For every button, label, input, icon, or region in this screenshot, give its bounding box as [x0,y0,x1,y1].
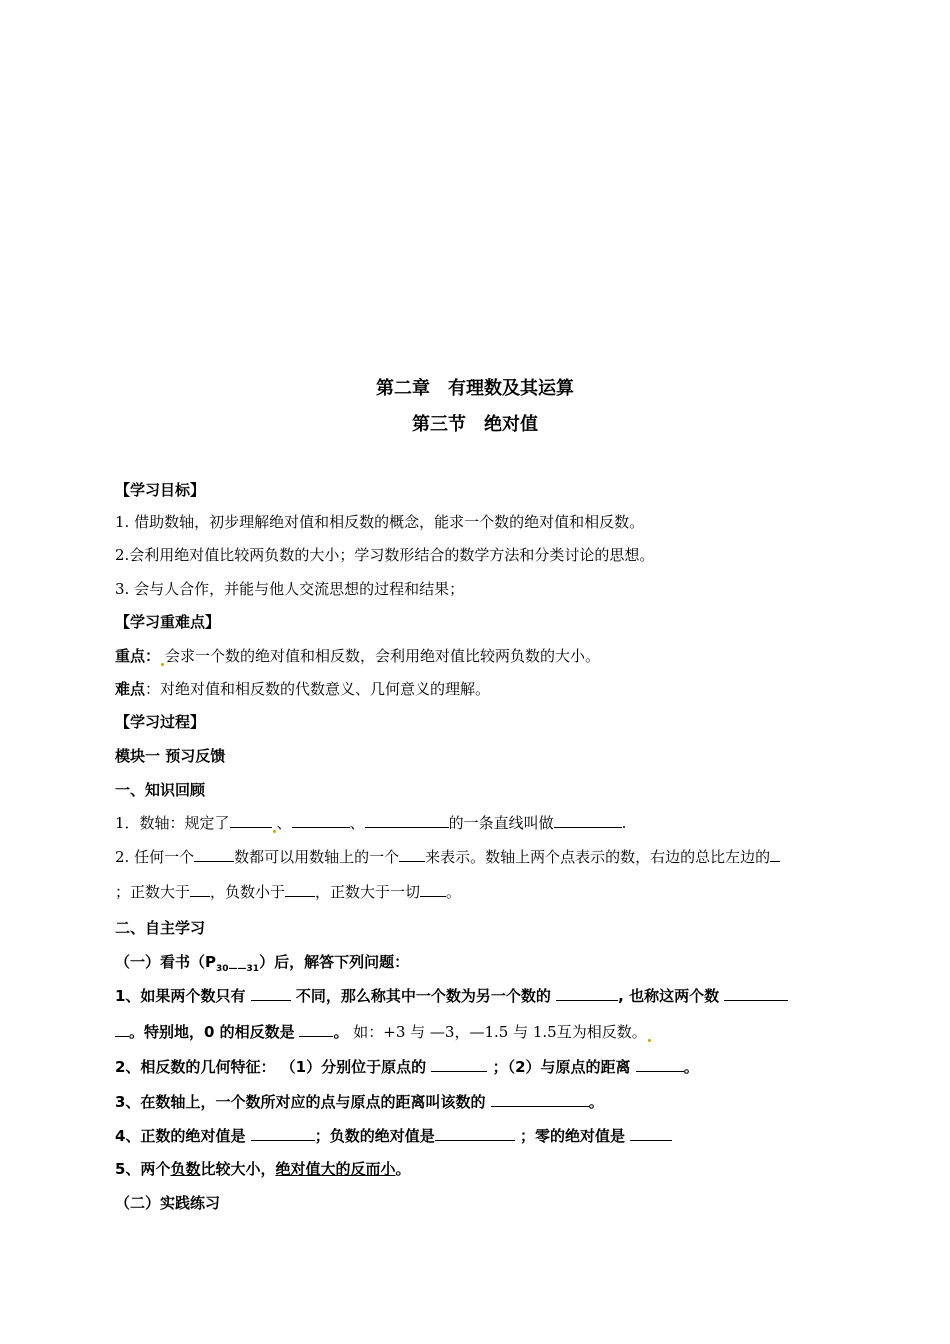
answer-blank[interactable] [230,813,272,828]
objective-item: 1. 借助数轴，初步理解绝对值和相反数的概念，能求一个数的绝对值和相反数。 [115,513,645,531]
objective-item: 2.会利用绝对值比较两负数的大小；学习数形结合的数学方法和分类讨论的思想。 [115,546,655,564]
answer-blank[interactable] [431,1057,487,1072]
answer-blank[interactable] [420,882,446,897]
section-title: 第三节 绝对值 [412,414,538,435]
self-study-heading: 二、自主学习 [115,919,206,937]
review-heading: 一、知识回顾 [115,781,206,799]
answer-blank[interactable] [770,847,780,862]
question-5: 5、两个负数比较大小，绝对值大的反而小。 [115,1160,411,1178]
answer-blank[interactable] [554,813,622,828]
answer-blank[interactable] [285,882,315,897]
answer-blank[interactable] [491,1092,589,1107]
practice-heading: （二）实践练习 [115,1194,221,1212]
answer-blank[interactable] [399,847,425,862]
answer-blank[interactable] [724,986,788,1001]
question-1-cont: 。特别地，0 的相反数是 。 如：+3 与 —3，—1.5 与 1.5互为相反数。 [115,1022,652,1042]
focus-label: 重点 [115,647,146,665]
answer-blank[interactable] [556,986,618,1001]
focus-text: 会求一个数的绝对值和相反数，会利用绝对值比较两负数的大小。 [165,647,601,665]
answer-blank[interactable] [630,1126,672,1141]
review-item-2: 2. 任何一个 数都可以用数轴上的一个 来表示。数轴上两个点表示的数，右边的总比左边的 [115,847,780,867]
difficulty-line: 难点：对绝对值和相反数的代数意义、几何意义的理解。 [115,680,491,698]
module-heading: 模块一 预习反馈 [115,747,226,765]
difficulty-label: 难点 [115,680,146,698]
review-item-2-cont: ；正数大于 ，负数小于 ，正数大于一切 。 [115,883,462,901]
answer-blank[interactable] [299,1022,333,1037]
answer-blank[interactable] [292,813,350,828]
question-3: 3、在数轴上，一个数所对应的点与原点的距离叫该数的 。 [115,1093,604,1111]
focus-line: 重点： 会求一个数的绝对值和相反数，会利用绝对值比较两负数的大小。 [115,647,601,665]
answer-blank[interactable] [636,1057,684,1072]
answer-blank[interactable] [194,847,234,862]
objective-item: 3. 会与人合作，并能与他人交流思想的过程和结果； [115,580,465,598]
answer-blank[interactable] [365,813,449,828]
chapter-title: 第二章 有理数及其运算 [376,378,574,399]
answer-blank[interactable] [190,882,210,897]
key-points-heading: 【学习重难点】 [115,613,221,631]
question-1: 1、如果两个数只有 不同，那么称其中一个数为另一个数的 , 也称这两个数 [115,986,788,1006]
question-2: 2、相反数的几何特征： （1）分别位于原点的 ；（2）与原点的距离 。 [115,1058,699,1076]
answer-blank[interactable] [251,1126,315,1141]
answer-blank[interactable] [435,1126,515,1141]
review-item-1: 1．数轴：规定了 、 、 的一条直线叫做 . [115,814,627,832]
process-heading: 【学习过程】 [115,713,206,731]
reading-instruction: （一）看书$(P_{30——31})$后，解答下列问题： [115,953,410,974]
difficulty-text: 对绝对值和相反数的代数意义、几何意义的理解。 [160,680,491,698]
answer-blank[interactable] [115,1022,129,1037]
question-4: 4、正数的绝对值是 ；负数的绝对值是 ；零的绝对值是 [115,1126,672,1146]
answer-blank[interactable] [251,986,291,1001]
objectives-heading: 【学习目标】 [115,481,206,499]
